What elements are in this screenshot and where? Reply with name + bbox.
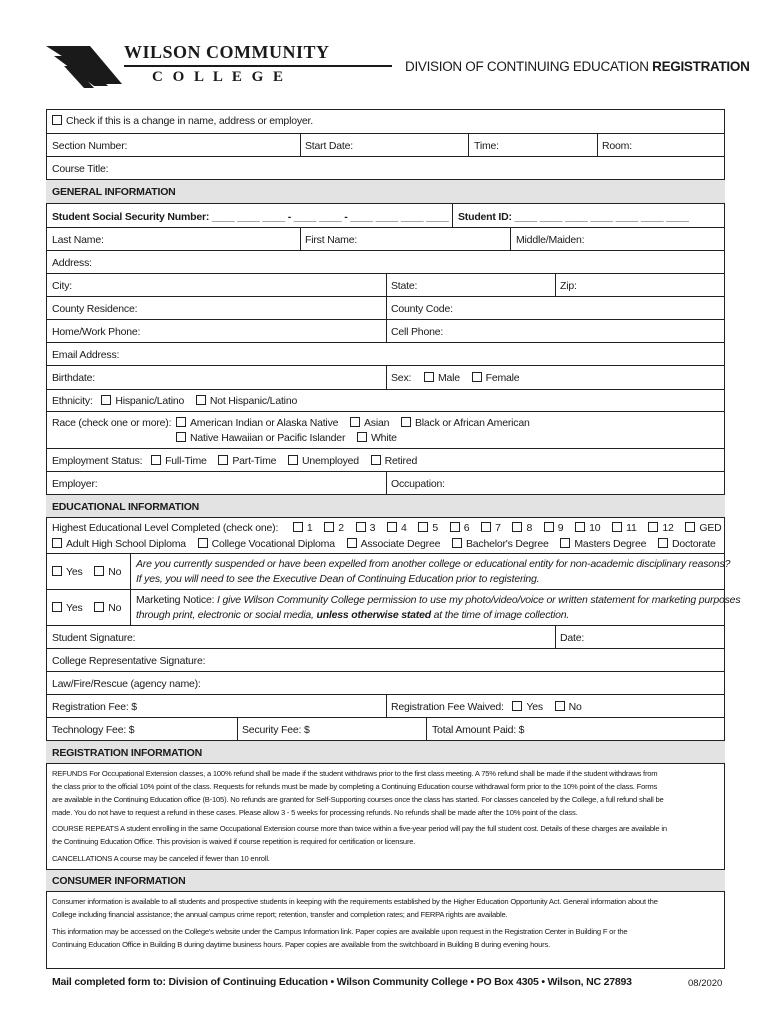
county-residence-label: County Residence:: [52, 303, 138, 315]
row-birthdate: [46, 366, 725, 390]
expelled-no-label: No: [108, 566, 122, 578]
white-checkbox[interactable]: [357, 432, 367, 442]
american-indian-label: American Indian or Alaska Native: [190, 417, 339, 429]
last-name-label: Last Name:: [52, 234, 104, 246]
row-employment: [46, 449, 725, 472]
expelled-question: Are you currently suspended or have been expelled from another college or educational entity for non-academic disciplinary reasons?: [136, 558, 731, 570]
adult-hs-diploma-label: Adult High School Diploma: [66, 538, 186, 550]
law-fire-rescue-label: Law/Fire/Rescue (agency name):: [52, 678, 201, 690]
not-hispanic-label: Not Hispanic/Latino: [209, 395, 298, 407]
grade-5-label: 5: [432, 522, 438, 534]
black-label: Black or African American: [414, 417, 530, 429]
registration-info-heading: [46, 741, 725, 764]
row-registration-fee: [46, 695, 725, 718]
logo-swoosh-icon: [44, 44, 124, 88]
grade-12-checkbox[interactable]: [648, 522, 658, 532]
row-law-fire-rescue: [46, 672, 725, 695]
grade-4-label: 4: [401, 522, 407, 534]
asian-checkbox[interactable]: [350, 417, 360, 427]
start-date-label: Start Date:: [305, 140, 353, 152]
pacific-islander-label: Native Hawaiian or Pacific Islander: [190, 432, 346, 444]
marketing-text-2a: through print, electronic or social media,: [136, 609, 317, 621]
middle-maiden-label: Middle/Maiden:: [516, 234, 585, 246]
change-check-label: Check if this is a change in name, address or employer.: [66, 115, 313, 127]
grade-10-checkbox[interactable]: [575, 522, 585, 532]
grade-1-label: 1: [306, 522, 313, 534]
college-rep-signature-label: College Representative Signature:: [52, 655, 206, 667]
grade-12-label: 12: [662, 522, 674, 534]
row-change: [46, 109, 725, 134]
highest-level-label: Highest Educational Level Completed (check one):: [52, 522, 279, 534]
consumer-para1-line2: College including financial assistance; the annual campus crime report; retention, transfer and completion rates; and FERPA rights are available.: [52, 910, 508, 919]
row-fees: [46, 718, 725, 741]
full-time-label: Full-Time: [165, 455, 207, 467]
doctorate-label: Doctorate: [671, 538, 716, 550]
fee-waived-no-checkbox[interactable]: [555, 701, 565, 711]
employment-status-label: Employment Status:: [52, 455, 143, 467]
change-checkbox[interactable]: [52, 115, 62, 125]
marketing-yes-label: Yes: [66, 602, 83, 614]
form-title: [405, 59, 750, 74]
grade-11-label: 11: [626, 522, 637, 534]
female-label: Female: [485, 372, 520, 384]
masters-degree-label: Masters Degree: [574, 538, 647, 550]
address-label: Address:: [52, 257, 92, 269]
associate-degree-checkbox[interactable]: [347, 538, 357, 548]
hispanic-checkbox[interactable]: [101, 395, 111, 405]
fee-waived-yes-checkbox[interactable]: [512, 701, 522, 711]
grade-7-checkbox[interactable]: [481, 522, 491, 532]
row-expelled: [46, 554, 731, 590]
hispanic-label: Hispanic/Latino: [115, 395, 185, 407]
student-signature-label: Student Signature:: [52, 632, 136, 644]
grade-8-checkbox[interactable]: [512, 522, 522, 532]
home-work-phone-label: Home/Work Phone:: [52, 326, 141, 338]
row-names: [46, 228, 725, 251]
row-employer: [46, 472, 725, 495]
total-amount-paid-label: Total Amount Paid: $: [432, 724, 525, 736]
refunds-line-4: made. You do not have to request a refund in these cases. Please allow 3 - 5 weeks for processing refunds. No refunds shall be made after the 10% point of the class.: [52, 808, 578, 817]
educational-info-heading: [46, 495, 725, 518]
cell-phone-label: Cell Phone:: [391, 326, 444, 338]
county-code-label: County Code:: [391, 303, 453, 315]
birthdate-label: Birthdate:: [52, 372, 95, 384]
doctorate-checkbox[interactable]: [658, 538, 668, 548]
bachelors-degree-checkbox[interactable]: [452, 538, 462, 548]
section-number-label: Section Number:: [52, 140, 128, 152]
grade-11-checkbox[interactable]: [612, 522, 622, 532]
technology-fee-label: Technology Fee: $: [52, 724, 135, 736]
part-time-label: Part-Time: [232, 455, 277, 467]
female-checkbox[interactable]: [472, 372, 482, 382]
expelled-no-checkbox[interactable]: [94, 566, 104, 576]
marketing-label: Marketing Notice:: [136, 594, 215, 606]
registration-info-body: [46, 764, 725, 870]
grade-2-label: 2: [338, 522, 344, 534]
expelled-note: If yes, you will need to see the Executive Dean of Continuing Education prior to registering.: [136, 573, 540, 585]
fee-waived-label: Registration Fee Waived:: [391, 701, 504, 713]
college-name-line2: C O L L E G E: [152, 69, 287, 85]
consumer-info-body: [46, 892, 725, 956]
marketing-no-checkbox[interactable]: [94, 602, 104, 612]
ged-label: GED: [699, 522, 722, 534]
retired-checkbox[interactable]: [371, 455, 381, 465]
row-education-level: [46, 518, 725, 554]
part-time-checkbox[interactable]: [218, 455, 228, 465]
retired-label: Retired: [384, 455, 418, 467]
repeats-line-1: COURSE REPEATS A student enrolling in the same Occupational Extension course more than twice within a five-year period will pay the full student cost. Details of these charges are available in: [52, 824, 667, 833]
consumer-para2-line2: Continuing Education Office in Building B during daytime business hours. Paper copies are available from the switchboard in Building B during evening hours.: [52, 940, 551, 949]
male-checkbox[interactable]: [424, 372, 434, 382]
grade-9-checkbox[interactable]: [544, 522, 554, 532]
asian-label: Asian: [363, 417, 390, 429]
row-race: [46, 412, 725, 449]
general-info-heading: [46, 180, 725, 204]
educational-info-heading-text: EDUCATIONAL INFORMATION: [52, 501, 200, 513]
grade-5-checkbox[interactable]: [418, 522, 428, 532]
consumer-info-heading: [46, 870, 725, 892]
grade-3-checkbox[interactable]: [356, 522, 366, 532]
row-county: [46, 297, 725, 320]
grade-3-label: 3: [369, 522, 376, 534]
state-label: State:: [391, 280, 418, 292]
zip-label: Zip:: [560, 280, 577, 292]
repeats-line-2: the Continuing Education Office. This provision is waived if course repetition is required for certification or licensure.: [52, 837, 416, 846]
ethnicity-label: Ethnicity:: [52, 395, 93, 407]
ged-checkbox[interactable]: [685, 522, 695, 532]
registration-fee-label: Registration Fee: $: [52, 701, 137, 713]
city-label: City:: [52, 280, 73, 292]
masters-degree-checkbox[interactable]: [560, 538, 570, 548]
fee-waived-no-label: No: [568, 701, 582, 713]
grade-1-checkbox[interactable]: [293, 522, 303, 532]
email-label: Email Address:: [52, 349, 120, 361]
row-email: [46, 343, 725, 366]
course-title-label: Course Title:: [52, 163, 109, 175]
refunds-line-3: are available in the Continuing Education office (B-105). No refunds are granted for Self-Supporting courses once the class has started. For classes canceled by the College, a full refund shall be: [52, 795, 664, 804]
row-course-title: [46, 157, 725, 180]
male-label: Male: [437, 372, 460, 384]
logo-rule: [124, 65, 392, 67]
row-marketing: [46, 590, 741, 626]
general-info-heading-text: GENERAL INFORMATION: [52, 186, 176, 198]
row-ethnicity: [46, 390, 725, 412]
form-title-prefix: DIVISION OF CONTINUING EDUCATION: [405, 59, 649, 74]
row-college-rep: [46, 649, 725, 672]
refunds-line-2: the class prior to the official 10% point of the class. Requests for refunds must be made by completing a Continuing Education course withdrawal form prior to the 10% point of the class. Forms: [52, 782, 658, 791]
grade-2-checkbox[interactable]: [324, 522, 334, 532]
marketing-no-label: No: [108, 602, 122, 614]
consumer-para1-line1: Consumer information is available to all students and prospective students in keeping with the requirements established by the Higher Education Opportunity Act. General information about the: [52, 897, 658, 906]
marketing-yes-checkbox[interactable]: [52, 602, 62, 612]
adult-hs-diploma-checkbox[interactable]: [52, 538, 62, 548]
row-city: [46, 274, 725, 297]
row-section: [46, 134, 725, 157]
grade-6-label: 6: [463, 522, 470, 534]
ssn-label: Student Social Security Number: ____ ____ ____ - ____ ____ - ____ ____ ____ ____: [52, 211, 449, 223]
registration-info-heading-text: REGISTRATION INFORMATION: [52, 747, 202, 759]
grade-10-label: 10: [589, 522, 601, 534]
unemployed-label: Unemployed: [301, 455, 359, 467]
student-id-label: Student ID: ____ ____ ____ ____ ____ ____ ____: [458, 211, 689, 223]
sex-label: Sex:: [391, 372, 412, 384]
employer-label: Employer:: [52, 478, 98, 490]
date-label: Date:: [560, 632, 585, 644]
refunds-line-1: REFUNDS For Occupational Extension classes, a 100% refund shall be made if the student withdraws prior to the first class meeting. A 75% refund shall be made if the student withdraws from: [52, 769, 658, 778]
bachelors-degree-label: Bachelor's Degree: [465, 538, 549, 550]
consumer-para2-line1: This information may be accessed on the College's website under the Campus Information link. Paper copies are available upon request in the Registration Center in Building F or the: [52, 927, 628, 936]
row-ssn: [46, 204, 725, 228]
row-student-signature: [46, 626, 725, 649]
occupation-label: Occupation:: [391, 478, 445, 490]
marketing-text-2b: unless otherwise stated: [316, 609, 431, 621]
full-time-checkbox[interactable]: [151, 455, 161, 465]
row-phone: [46, 320, 725, 343]
vocational-diploma-checkbox[interactable]: [198, 538, 208, 548]
grade-8-label: 8: [526, 522, 533, 534]
form-title-bold: REGISTRATION: [652, 59, 750, 74]
unemployed-checkbox[interactable]: [288, 455, 298, 465]
black-checkbox[interactable]: [401, 417, 411, 427]
expelled-yes-label: Yes: [66, 566, 83, 578]
associate-degree-label: Associate Degree: [360, 538, 441, 550]
marketing-text-2c: at the time of image collection.: [430, 609, 570, 621]
grade-9-label: 9: [557, 522, 564, 534]
mail-to-address: Mail completed form to: Division of Continuing Education • Wilson Community College • PO Box 4305 • Wilson, NC 27893: [52, 976, 632, 988]
consumer-info-heading-text: CONSUMER INFORMATION: [52, 875, 186, 887]
grade-4-checkbox[interactable]: [387, 522, 397, 532]
first-name-label: First Name:: [305, 234, 358, 246]
expelled-yes-checkbox[interactable]: [52, 566, 62, 576]
not-hispanic-checkbox[interactable]: [196, 395, 206, 405]
row-address: [46, 251, 725, 274]
marketing-text-1: I give Wilson Community College permission to use my photo/video/voice or written statement for marketing purposes: [214, 594, 741, 606]
white-label: White: [370, 432, 397, 444]
cancellations-line: CANCELLATIONS A course may be canceled if fewer than 10 enroll.: [52, 854, 270, 863]
fee-waived-yes-label: Yes: [526, 701, 543, 713]
american-indian-checkbox[interactable]: [176, 417, 186, 427]
grade-6-checkbox[interactable]: [450, 522, 460, 532]
vocational-diploma-label: College Vocational Diploma: [211, 538, 335, 550]
college-name-line1: WILSON COMMUNITY: [124, 42, 330, 62]
room-label: Room:: [602, 140, 632, 152]
time-label: Time:: [474, 140, 499, 152]
race-label: Race (check one or more):: [52, 417, 172, 429]
form-revision-date: 08/2020: [688, 978, 723, 989]
security-fee-label: Security Fee: $: [242, 724, 310, 736]
pacific-islander-checkbox[interactable]: [176, 432, 186, 442]
grade-7-label: 7: [495, 522, 501, 534]
